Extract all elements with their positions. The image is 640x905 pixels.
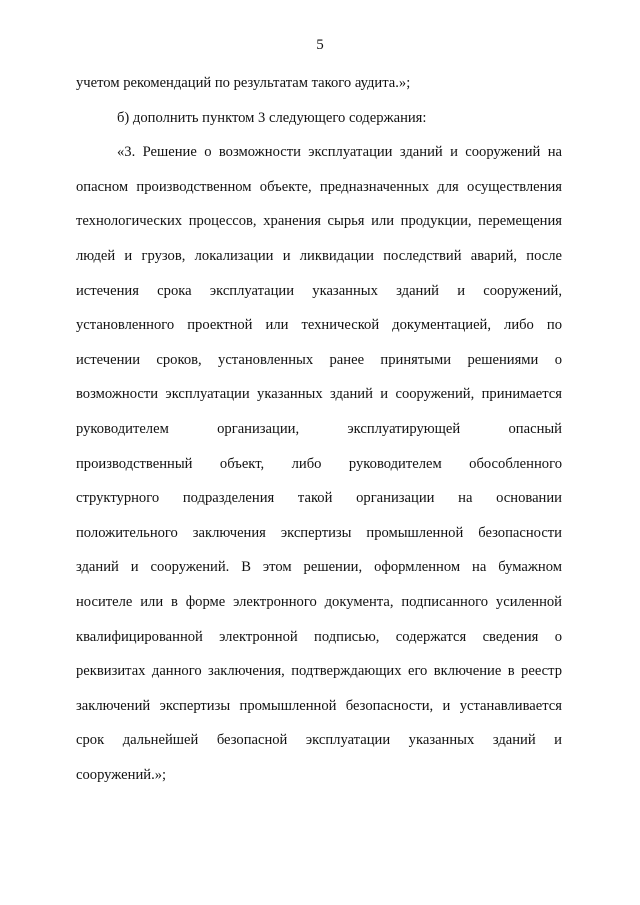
paragraph-line-2: опасном производственном объекте, предназначенных для осуществления	[76, 178, 562, 195]
paragraph-line-18: срок дальнейшей безопасной эксплуатации указанных зданий и	[76, 732, 562, 749]
paragraph-line-9: руководителем организации, эксплуатирующей опасный	[76, 420, 562, 437]
paragraph-line-12: положительного заключения экспертизы промышленной безопасности	[76, 524, 562, 541]
paragraph-line-7: истечении сроков, установленных ранее принятыми решениями о	[76, 351, 562, 368]
page-number: 5	[316, 37, 324, 53]
paragraph-line-14: носителе или в форме электронного документа, подписанного усиленной	[76, 593, 562, 610]
paragraph-line-16: реквизитах данного заключения, подтверждающих его включение в реестр	[76, 663, 562, 680]
paragraph-line-15: квалифицированной электронной подписью, содержатся сведения о	[76, 628, 562, 645]
paragraph-line-6: установленного проектной или технической документацией, либо по	[76, 317, 562, 334]
paragraph-line-17: заключений экспертизы промышленной безопасности, и устанавливается	[76, 697, 562, 714]
paragraph-line-4: людей и грузов, локализации и ликвидации последствий аварий, после	[76, 247, 562, 264]
paragraph-line-19: сооружений.»;	[76, 766, 167, 783]
intro-line-1: учетом рекомендаций по результатам такого аудита.»;	[76, 75, 411, 91]
paragraph-line-10: производственный объект, либо руководителем обособленного	[76, 455, 562, 472]
paragraph-line-13: зданий и сооружений. В этом решении, оформленном на бумажном	[76, 559, 562, 576]
paragraph-line-8: возможности эксплуатации указанных зданий и сооружений, принимается	[76, 386, 562, 403]
paragraph-line-11: структурного подразделения такой организации на основании	[76, 490, 562, 507]
paragraph-line-3: технологических процессов, хранения сырья или продукции, перемещения	[76, 213, 562, 230]
paragraph-line-5: истечения срока эксплуатации указанных зданий и сооружений,	[76, 282, 562, 299]
intro-line-2: б) дополнить пунктом 3 следующего содержания:	[117, 109, 427, 126]
paragraph-line-1: «3. Решение о возможности эксплуатации зданий и сооружений на	[117, 144, 562, 161]
document-text	[76, 66, 562, 792]
